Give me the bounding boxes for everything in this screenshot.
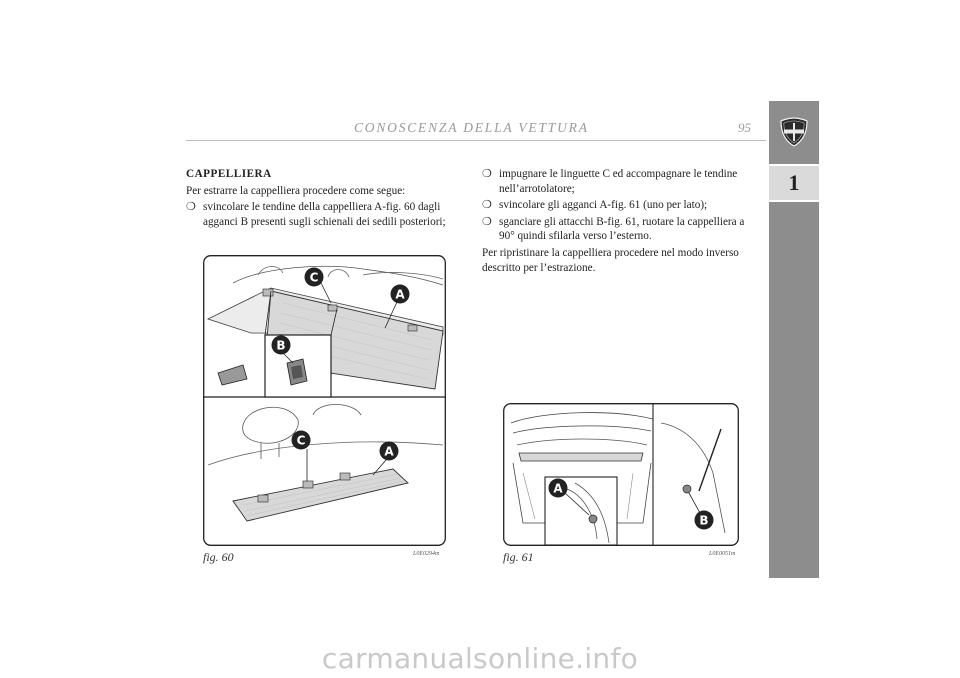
header-rule: [186, 140, 766, 141]
figure-61-caption: fig. 61: [503, 550, 534, 564]
figure-61-code: L0E0051m: [709, 551, 736, 557]
list-item-text: impugnare le linguette C ed accompagnare le tendine nell’arrotolatore;: [499, 168, 738, 195]
bullet-circle-icon: ❍: [186, 201, 196, 214]
bullet-circle-icon: ❍: [482, 215, 492, 228]
section-heading: CAPPELLIERA: [186, 168, 272, 180]
page-number: 95: [738, 120, 751, 135]
list-item: [482, 215, 758, 244]
side-tab-bottom: [769, 202, 819, 578]
list-item-text: svincolare gli agganci A-fig. 61 (uno per lato);: [499, 199, 708, 212]
bullet-circle-icon: ❍: [482, 199, 492, 212]
callout-label: B: [276, 338, 286, 353]
list-item: [482, 198, 758, 213]
callout-label: A: [395, 287, 405, 302]
section-number-tab[interactable]: 1: [769, 166, 819, 200]
outro-paragraph: Per ripristinare la cappelliera procedere nel modo inverso descritto per l’estrazione.: [482, 246, 739, 274]
intro-paragraph: Per estrarre la cappelliera procedere come segue:: [186, 184, 406, 197]
right-text-column: [482, 167, 758, 277]
figure-60-caption: fig. 60: [203, 550, 234, 564]
bullet-circle-icon: ❍: [482, 168, 492, 180]
callout-label: C: [309, 270, 319, 285]
running-header-title: CONOSCENZA DELLA VETTURA: [354, 120, 589, 135]
list-item-text: svincolare le tendine della cappelliera A-fig. 60 dagli agganci B presenti sugli schienali dei sedili posteriori;: [203, 201, 446, 228]
callout-label: A: [384, 444, 394, 459]
list-item: [186, 200, 462, 229]
lancia-shield-icon: [779, 117, 809, 147]
figure-60-code: L0E0294m: [413, 551, 440, 557]
list-item: [482, 167, 758, 196]
left-text-column: [186, 167, 462, 231]
figure-60-illustration: [203, 255, 446, 546]
figure-61-illustration: [503, 403, 739, 546]
callout-label: A: [553, 481, 563, 496]
watermark-text: carmanualsonline.info: [321, 642, 639, 675]
callout-label: C: [296, 433, 306, 448]
callout-label: B: [699, 513, 709, 528]
list-item-text: sganciare gli attacchi B-fig. 61, ruotare la cappelliera a 90° quindi sfilarla verso l’esterno.: [499, 215, 745, 243]
